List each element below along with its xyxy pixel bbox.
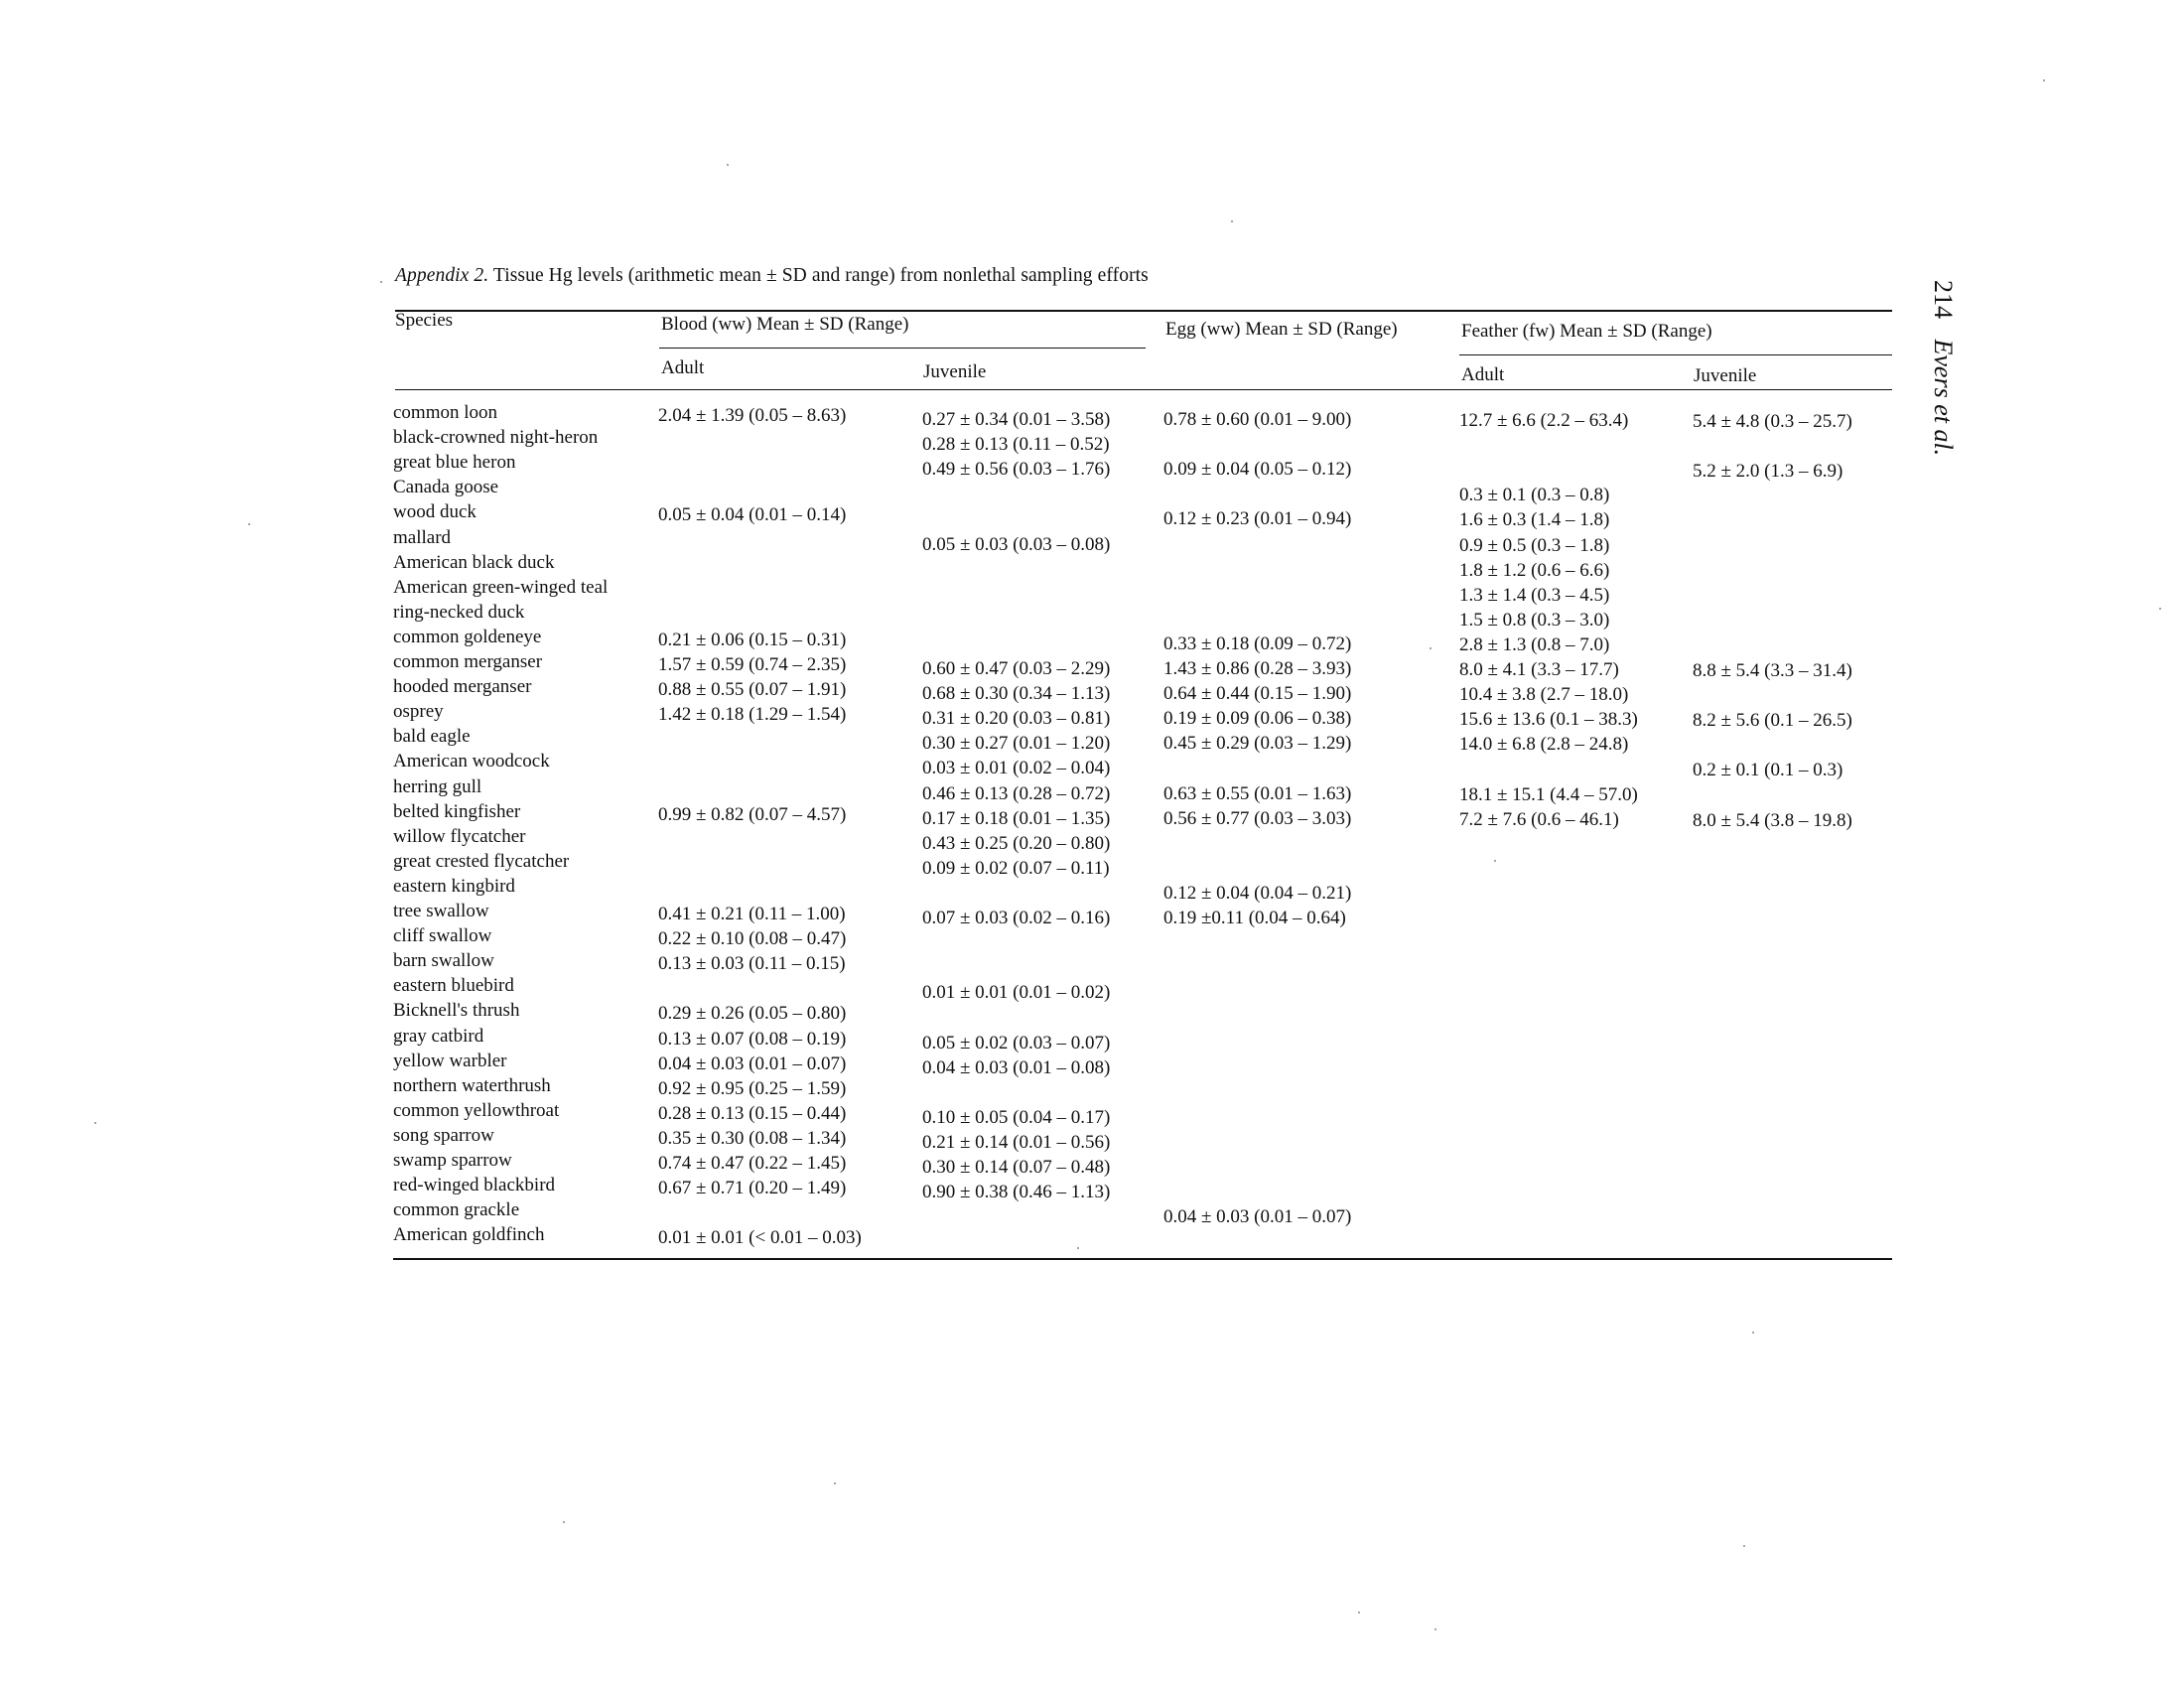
scan-speck xyxy=(1358,1612,1360,1614)
species-name: eastern kingbird xyxy=(393,875,515,897)
table-cell: 1.43 ± 0.86 (0.28 – 3.93) xyxy=(1163,658,1352,679)
header-blood: Blood (ww) Mean ± SD (Range) xyxy=(661,314,909,335)
table-cell: 0.31 ± 0.20 (0.03 – 0.81) xyxy=(922,708,1111,730)
species-name: tree swallow xyxy=(393,901,489,921)
header-feather-juvenile: Juvenile xyxy=(1694,365,1757,386)
table-cell: 0.19 ±0.11 (0.04 – 0.64) xyxy=(1163,908,1346,928)
table-cell: 1.3 ± 1.4 (0.3 – 4.5) xyxy=(1459,584,1610,606)
species-name: gray catbird xyxy=(393,1025,484,1047)
table-cell: 0.13 ± 0.07 (0.08 – 0.19) xyxy=(658,1028,847,1050)
species-name: common goldeneye xyxy=(393,626,542,647)
table-caption xyxy=(395,265,1149,287)
table-cell: 0.22 ± 0.10 (0.08 – 0.47) xyxy=(658,928,847,950)
table-cell: 1.57 ± 0.59 (0.74 – 2.35) xyxy=(658,654,847,675)
table-cell: 0.68 ± 0.30 (0.34 – 1.13) xyxy=(922,683,1111,705)
table-cell: 5.4 ± 4.8 (0.3 – 25.7) xyxy=(1693,411,1852,432)
table-cell: 0.21 ± 0.14 (0.01 – 0.56) xyxy=(922,1131,1111,1153)
header-feather: Feather (fw) Mean ± SD (Range) xyxy=(1461,321,1712,342)
table-cell: 1.6 ± 0.3 (1.4 – 1.8) xyxy=(1459,509,1610,531)
table-cell: 0.60 ± 0.47 (0.03 – 2.29) xyxy=(922,658,1111,679)
table-cell: 0.45 ± 0.29 (0.03 – 1.29) xyxy=(1163,733,1352,755)
scan-speck xyxy=(380,281,382,283)
species-name: Canada goose xyxy=(393,477,499,498)
table-cell: 0.28 ± 0.13 (0.15 – 0.44) xyxy=(658,1102,847,1124)
header-rule xyxy=(395,389,1892,390)
table-cell: 0.88 ± 0.55 (0.07 – 1.91) xyxy=(658,679,847,701)
table-cell: 0.04 ± 0.03 (0.01 – 0.08) xyxy=(922,1056,1111,1078)
species-name: hooded merganser xyxy=(393,676,532,698)
species-name: common yellowthroat xyxy=(393,1099,560,1121)
species-name: bald eagle xyxy=(393,726,471,748)
species-name: osprey xyxy=(393,701,444,723)
scan-speck xyxy=(727,164,729,166)
species-name: herring gull xyxy=(393,775,482,797)
table-cell: 0.12 ± 0.23 (0.01 – 0.94) xyxy=(1163,508,1352,530)
species-name: red-winged blackbird xyxy=(393,1175,556,1196)
species-name: common loon xyxy=(393,402,498,423)
species-name: ring-necked duck xyxy=(393,601,525,623)
species-name: wood duck xyxy=(393,501,477,523)
table-cell: 0.12 ± 0.04 (0.04 – 0.21) xyxy=(1163,882,1352,904)
table-cell: 0.30 ± 0.27 (0.01 – 1.20) xyxy=(922,733,1111,755)
table-cell: 0.13 ± 0.03 (0.11 – 0.15) xyxy=(658,953,846,975)
scan-speck xyxy=(1430,647,1432,649)
species-name: great blue heron xyxy=(393,452,516,474)
table-cell: 0.21 ± 0.06 (0.15 – 0.31) xyxy=(658,629,847,650)
table-cell: 0.92 ± 0.95 (0.25 – 1.59) xyxy=(658,1077,847,1099)
scan-speck xyxy=(2159,608,2161,610)
scan-speck xyxy=(1077,1247,1079,1249)
table-cell: 0.05 ± 0.04 (0.01 – 0.14) xyxy=(658,504,847,526)
table-cell: 8.8 ± 5.4 (3.3 – 31.4) xyxy=(1693,660,1852,681)
species-name: eastern bluebird xyxy=(393,975,514,997)
species-name: belted kingfisher xyxy=(393,800,521,822)
table-cell: 0.28 ± 0.13 (0.11 – 0.52) xyxy=(922,434,1110,456)
table-cell: 0.07 ± 0.03 (0.02 – 0.16) xyxy=(922,908,1111,928)
page-number: 214 xyxy=(1929,280,1958,319)
table-cell: 0.46 ± 0.13 (0.28 – 0.72) xyxy=(922,782,1111,804)
feather-spanner-rule xyxy=(1459,354,1892,355)
header-species: Species xyxy=(395,310,454,331)
caption-text: Tissue Hg levels (arithmetic mean ± SD and range) from nonlethal sampling efforts xyxy=(492,265,1149,286)
table-cell: 8.0 ± 5.4 (3.8 – 19.8) xyxy=(1693,809,1852,831)
scan-speck xyxy=(2043,79,2045,81)
bottom-rule xyxy=(393,1258,1892,1260)
species-name: American green-winged teal xyxy=(393,576,609,598)
species-name: mallard xyxy=(393,526,452,548)
scan-speck xyxy=(94,1122,96,1124)
table-cell: 0.35 ± 0.30 (0.08 – 1.34) xyxy=(658,1127,847,1149)
species-name: American woodcock xyxy=(393,751,550,772)
table-cell: 0.99 ± 0.82 (0.07 – 4.57) xyxy=(658,803,847,825)
species-name: American goldfinch xyxy=(393,1224,545,1246)
table-cell: 0.74 ± 0.47 (0.22 – 1.45) xyxy=(658,1153,847,1174)
table-cell: 1.42 ± 0.18 (1.29 – 1.54) xyxy=(658,704,847,726)
table-cell: 0.43 ± 0.25 (0.20 – 0.80) xyxy=(922,832,1111,854)
header-feather-adult: Adult xyxy=(1461,364,1505,385)
species-name: swamp sparrow xyxy=(393,1150,512,1171)
table-cell: 0.09 ± 0.02 (0.07 – 0.11) xyxy=(922,857,1110,879)
header-blood-juvenile: Juvenile xyxy=(923,361,987,382)
table-cell: 14.0 ± 6.8 (2.8 – 24.8) xyxy=(1459,734,1629,756)
scan-speck xyxy=(1434,1628,1436,1630)
species-name: common merganser xyxy=(393,651,543,672)
table-cell: 0.33 ± 0.18 (0.09 – 0.72) xyxy=(1163,632,1352,654)
table-cell: 0.9 ± 0.5 (0.3 – 1.8) xyxy=(1459,534,1610,556)
table-cell: 0.78 ± 0.60 (0.01 – 9.00) xyxy=(1163,409,1352,430)
species-name: song sparrow xyxy=(393,1124,494,1146)
table-cell: 15.6 ± 13.6 (0.1 – 38.3) xyxy=(1459,709,1638,731)
table-cell: 0.10 ± 0.05 (0.04 – 0.17) xyxy=(922,1106,1111,1128)
table-cell: 0.64 ± 0.44 (0.15 – 1.90) xyxy=(1163,683,1352,705)
header-blood-adult: Adult xyxy=(661,357,705,378)
table-cell: 0.30 ± 0.14 (0.07 – 0.48) xyxy=(922,1157,1111,1178)
species-name: yellow warbler xyxy=(393,1050,507,1071)
scan-speck xyxy=(1752,1332,1754,1333)
table-cell: 1.5 ± 0.8 (0.3 – 3.0) xyxy=(1459,609,1610,631)
scan-speck xyxy=(1231,220,1233,222)
species-name: northern waterthrush xyxy=(393,1074,551,1096)
table-cell: 0.63 ± 0.55 (0.01 – 1.63) xyxy=(1163,782,1352,804)
table-cell: 0.67 ± 0.71 (0.20 – 1.49) xyxy=(658,1178,847,1199)
table-cell: 0.04 ± 0.03 (0.01 – 0.07) xyxy=(658,1052,847,1074)
table-cell: 12.7 ± 6.6 (2.2 – 63.4) xyxy=(1459,410,1629,431)
header-egg: Egg (ww) Mean ± SD (Range) xyxy=(1165,319,1398,340)
table-cell: 0.3 ± 0.1 (0.3 – 0.8) xyxy=(1459,485,1610,506)
table-cell: 7.2 ± 7.6 (0.6 – 46.1) xyxy=(1459,808,1619,830)
species-name: common grackle xyxy=(393,1199,520,1221)
table-cell: 0.90 ± 0.38 (0.46 – 1.13) xyxy=(922,1182,1111,1203)
species-name: willow flycatcher xyxy=(393,825,526,847)
table-cell: 1.8 ± 1.2 (0.6 – 6.6) xyxy=(1459,559,1610,581)
table-cell: 0.56 ± 0.77 (0.03 – 3.03) xyxy=(1163,807,1352,829)
scan-speck xyxy=(1494,860,1496,862)
table-cell: 0.49 ± 0.56 (0.03 – 1.76) xyxy=(922,459,1111,481)
scan-speck xyxy=(834,1482,836,1484)
blood-spanner-rule xyxy=(659,348,1146,349)
species-name: cliff swallow xyxy=(393,925,492,947)
table-cell: 2.8 ± 1.3 (0.8 – 7.0) xyxy=(1459,633,1610,655)
table-cell: 8.2 ± 5.6 (0.1 – 26.5) xyxy=(1693,710,1852,732)
table-cell: 10.4 ± 3.8 (2.7 – 18.0) xyxy=(1459,684,1629,706)
table-cell: 0.29 ± 0.26 (0.05 – 0.80) xyxy=(658,1003,847,1025)
table-cell: 2.04 ± 1.39 (0.05 – 8.63) xyxy=(658,405,847,426)
species-name: American black duck xyxy=(393,551,555,573)
table-cell: 18.1 ± 15.1 (4.4 – 57.0) xyxy=(1459,783,1638,805)
table-cell: 0.05 ± 0.03 (0.03 – 0.08) xyxy=(922,533,1111,555)
table-cell: 0.04 ± 0.03 (0.01 – 0.07) xyxy=(1163,1206,1352,1228)
table-cell: 0.05 ± 0.02 (0.03 – 0.07) xyxy=(922,1032,1111,1053)
scan-speck xyxy=(563,1521,565,1523)
scan-speck xyxy=(1743,1545,1745,1547)
table-cell: 0.03 ± 0.01 (0.02 – 0.04) xyxy=(922,758,1111,779)
table-cell: 8.0 ± 4.1 (3.3 – 17.7) xyxy=(1459,659,1619,680)
table-cell: 0.01 ± 0.01 (0.01 – 0.02) xyxy=(922,982,1111,1004)
scan-speck xyxy=(248,523,250,525)
table-cell: 0.19 ± 0.09 (0.06 – 0.38) xyxy=(1163,708,1352,730)
table-cell: 5.2 ± 2.0 (1.3 – 6.9) xyxy=(1693,461,1843,483)
running-author: Evers et al. xyxy=(1929,339,1958,457)
species-name: Bicknell's thrush xyxy=(393,1000,520,1022)
top-rule xyxy=(395,310,1892,312)
species-name: barn swallow xyxy=(393,950,494,972)
table-cell: 0.2 ± 0.1 (0.1 – 0.3) xyxy=(1693,760,1843,781)
caption-label: Appendix 2. xyxy=(395,265,489,286)
species-name: black-crowned night-heron xyxy=(393,427,599,449)
table-cell: 0.09 ± 0.04 (0.05 – 0.12) xyxy=(1163,459,1352,481)
species-name: great crested flycatcher xyxy=(393,850,570,872)
table-cell: 0.01 ± 0.01 (< 0.01 – 0.03) xyxy=(658,1227,862,1249)
table-cell: 0.27 ± 0.34 (0.01 – 3.58) xyxy=(922,409,1111,430)
table-cell: 0.41 ± 0.21 (0.11 – 1.00) xyxy=(658,904,846,924)
table-cell: 0.17 ± 0.18 (0.01 – 1.35) xyxy=(922,807,1111,829)
